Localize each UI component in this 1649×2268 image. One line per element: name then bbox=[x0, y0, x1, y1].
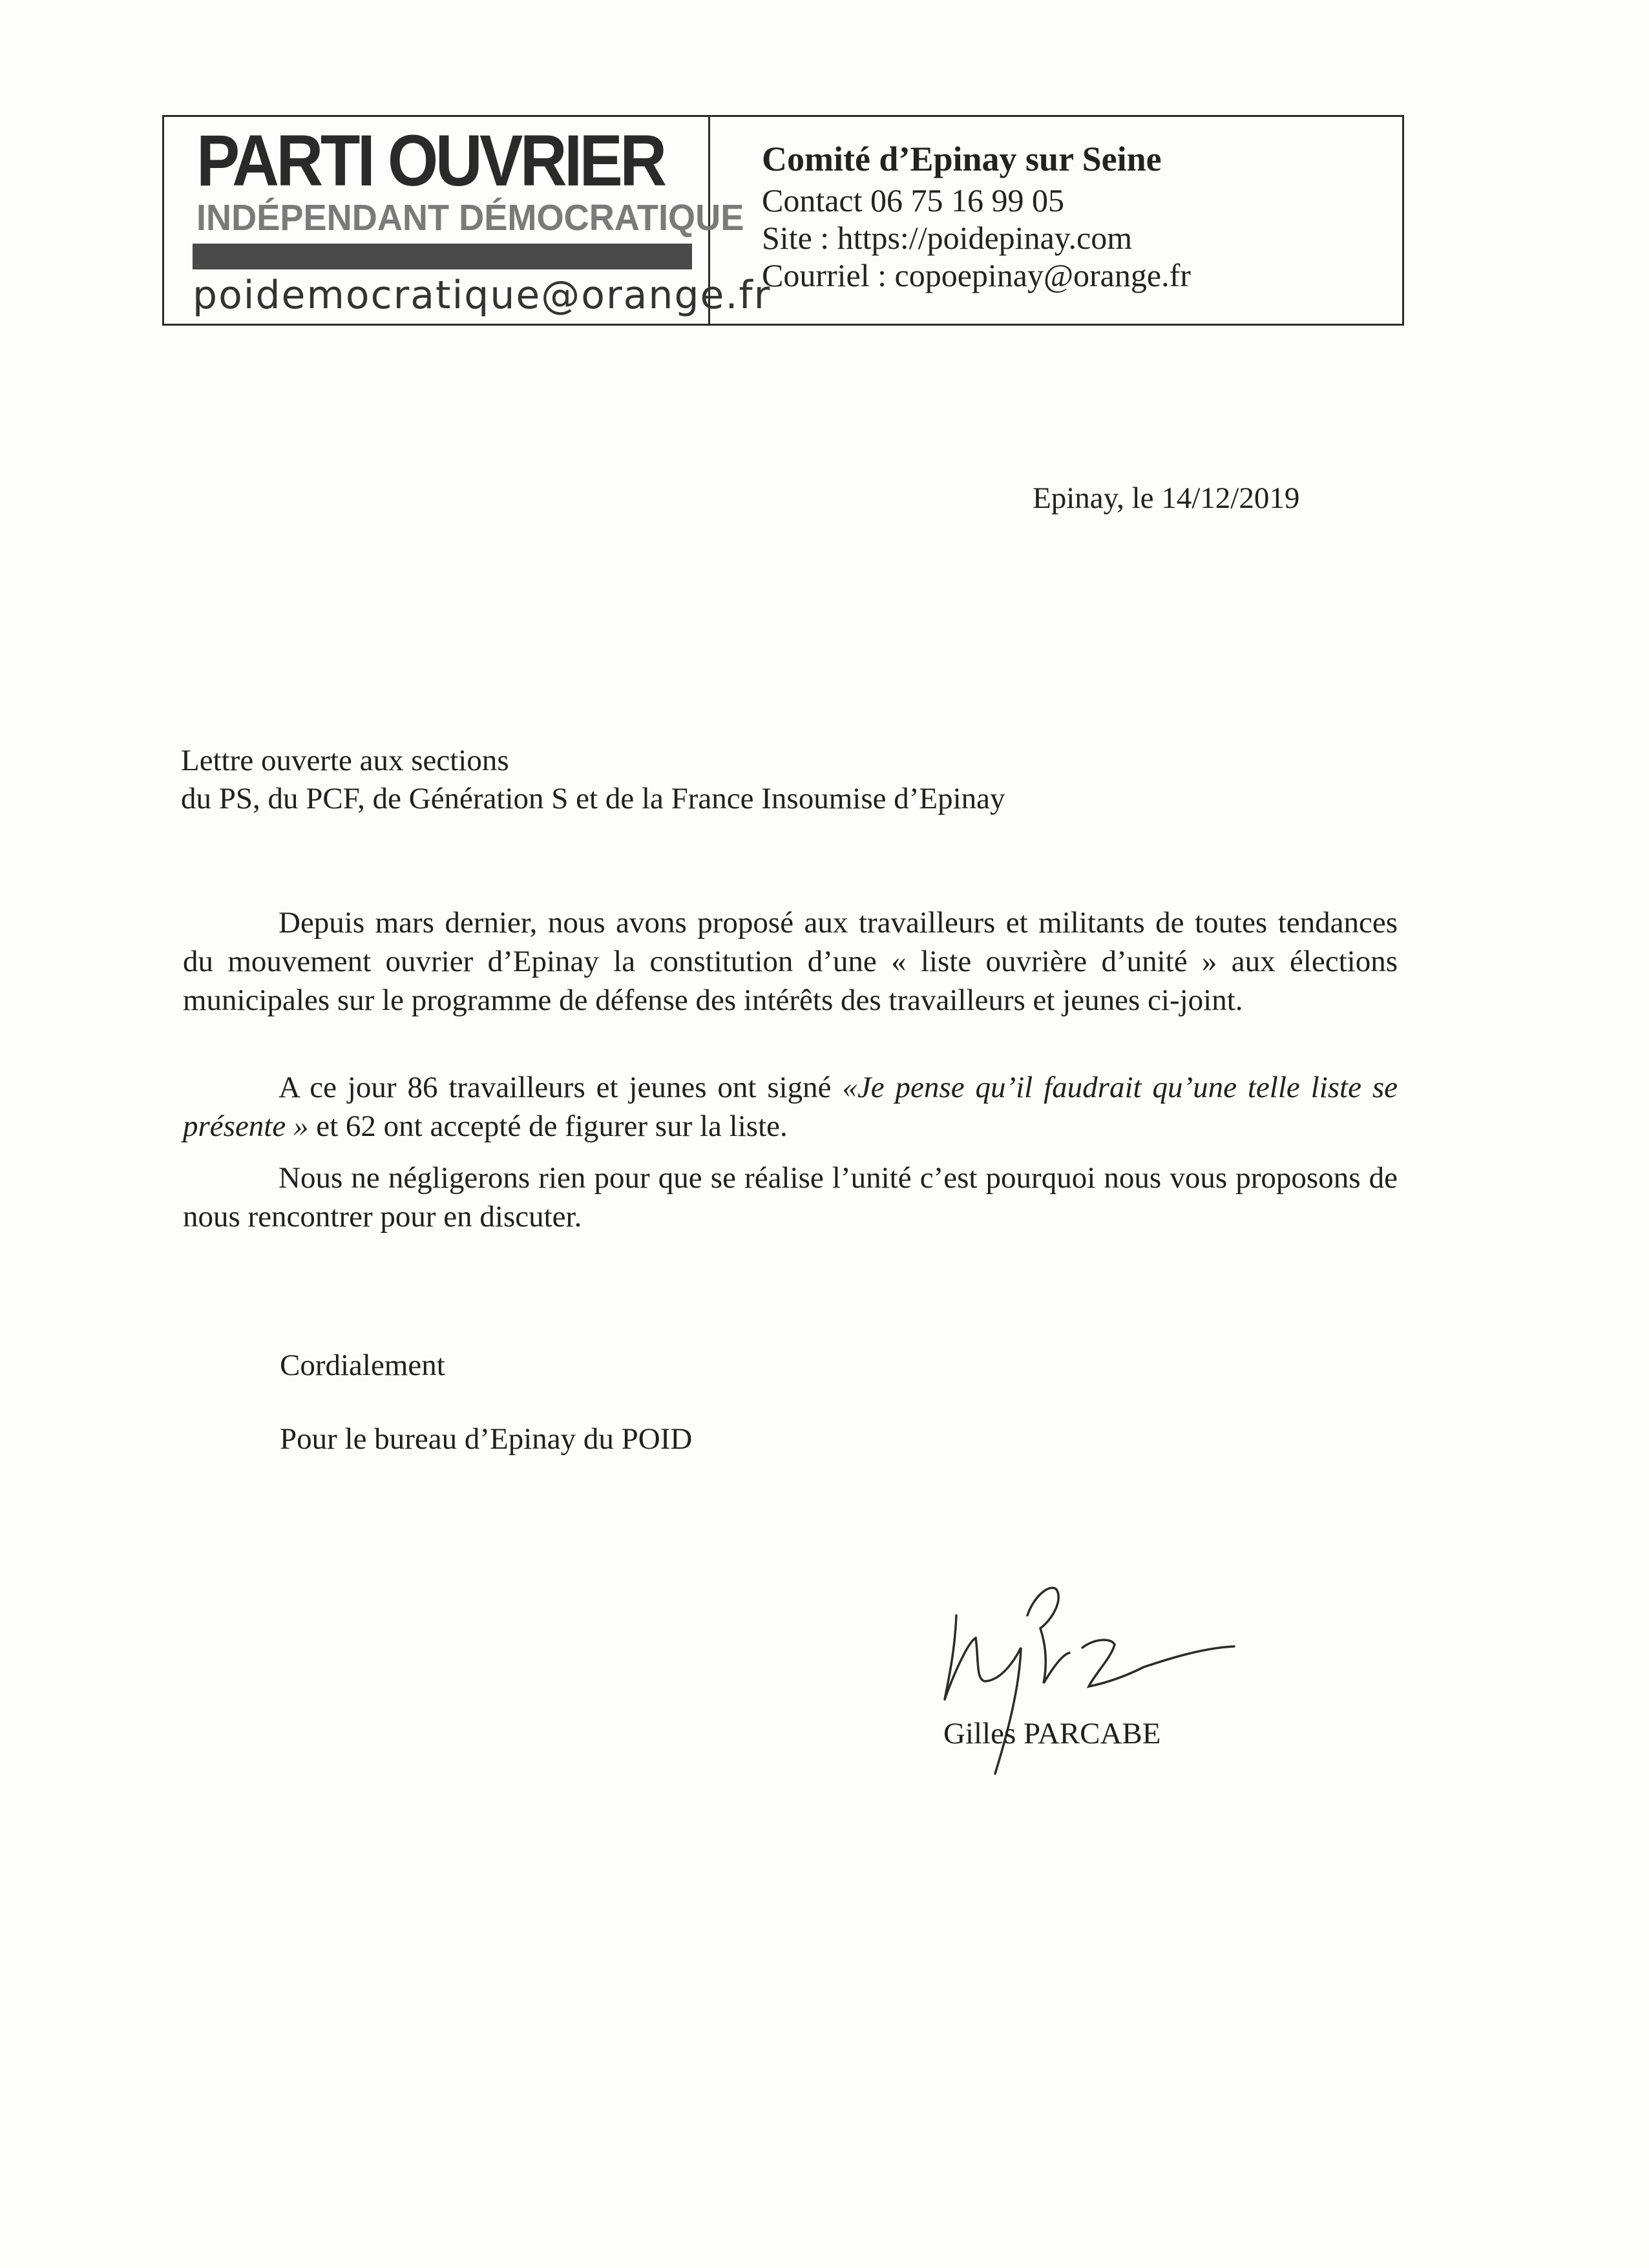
party-logo bbox=[164, 117, 772, 324]
contact-phone: Contact 06 75 16 99 05 bbox=[762, 182, 1065, 218]
contact-site: Site : https://poidepinay.com bbox=[762, 220, 1133, 256]
paragraph-2-quote: «Je pense qu’il faudrait qu’une telle liste se présente » bbox=[183, 1071, 1398, 1143]
handwritten-signature bbox=[930, 1570, 1241, 1783]
recipient-line-1: Lettre ouverte aux sections bbox=[181, 744, 509, 777]
paragraph-1-text: Depuis mars dernier, nous avons proposé aux travailleurs et militants de toutes tendances du mouvement ouvrier d’Epinay la constitution d’une « liste ouvrière d’unité » aux élections municipales sur le programme de défense des intérêts des travailleurs et jeunes ci-joint. bbox=[183, 906, 1398, 1017]
contact-email: Courriel : copoepinay@orange.fr bbox=[762, 257, 1191, 293]
contact-block bbox=[710, 117, 1402, 324]
recipient-line-2: du PS, du PCF, de Génération S et de la France Insoumise d’Epinay bbox=[181, 782, 1005, 815]
signoff: Pour le bureau d’Epinay du POID bbox=[280, 1422, 693, 1456]
letterhead bbox=[162, 115, 1404, 326]
paragraph-1 bbox=[183, 903, 1398, 1020]
paragraph-3 bbox=[183, 1159, 1398, 1236]
closing: Cordialement bbox=[280, 1349, 445, 1382]
paragraph-2-start: A ce jour 86 travailleurs et jeunes ont signé bbox=[278, 1071, 843, 1104]
logo-title: PARTI OUVRIER bbox=[196, 120, 664, 201]
logo-divider-bar bbox=[193, 244, 692, 269]
paragraph-2-end: et 62 ont accepté de figurer sur la liste. bbox=[308, 1109, 788, 1143]
paragraph-3-text: Nous ne négligerons rien pour que se réalise l’unité c’est pourquoi nous vous proposons de nous rencontrer pour en discuter. bbox=[183, 1161, 1398, 1234]
logo-email: poidemocratique@orange.fr bbox=[193, 273, 772, 318]
committee-name: Comité d’Epinay sur Seine bbox=[762, 140, 1162, 178]
logo-subtitle: INDÉPENDANT DÉMOCRATIQUE bbox=[196, 197, 744, 238]
letter-date: Epinay, le 14/12/2019 bbox=[1033, 481, 1300, 515]
signer-name: Gilles PARCABE bbox=[943, 1717, 1161, 1750]
paragraph-2 bbox=[183, 1068, 1398, 1146]
